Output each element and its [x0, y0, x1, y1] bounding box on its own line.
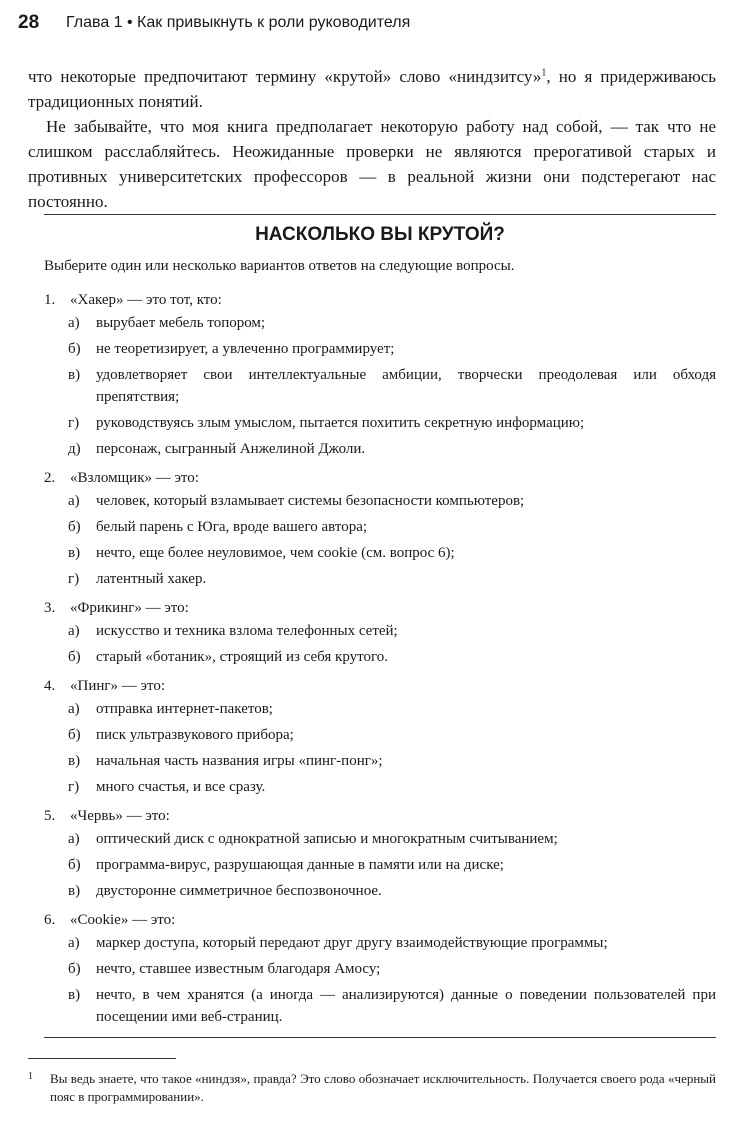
answer-option — [68, 724, 716, 746]
question-number: 1. — [44, 292, 56, 308]
question-6 — [44, 908, 716, 1028]
answer-option — [68, 880, 716, 902]
answer-text: маркер доступа, который передают друг другу взаимодействующие программы; — [96, 935, 608, 951]
question-1 — [44, 288, 716, 460]
question-number: 6. — [44, 912, 56, 928]
intro-paragraph-1 — [28, 64, 716, 114]
answer-letter: в) — [68, 545, 81, 561]
footnote-rule — [28, 1058, 176, 1059]
question-text: «Cookie» — это: — [70, 912, 176, 928]
question-line — [44, 596, 716, 620]
intro-text — [28, 64, 716, 214]
question-5 — [44, 804, 716, 902]
box-bottom-rule — [44, 1037, 716, 1038]
question-text: «Хакер» — это тот, кто: — [70, 292, 222, 308]
answer-text: писк ультразвукового прибора; — [96, 727, 294, 743]
question-2 — [44, 466, 716, 590]
answer-letter: б) — [68, 519, 81, 535]
quiz-list — [44, 288, 716, 1034]
question-line — [44, 288, 716, 312]
answer-letter: а) — [68, 701, 80, 717]
answer-option — [68, 984, 716, 1028]
question-line — [44, 674, 716, 698]
answer-text: нечто, ставшее известным благодаря Амосу; — [96, 961, 381, 977]
answer-letter: а) — [68, 831, 80, 847]
answer-text: латентный хакер. — [96, 571, 207, 587]
answer-option — [68, 620, 716, 642]
answer-letter: а) — [68, 315, 80, 331]
answer-option — [68, 412, 716, 434]
answer-letter: г) — [68, 415, 80, 431]
question-text: «Червь» — это: — [70, 808, 170, 824]
intro-p1-before: что некоторые предпочитают термину «крутой» слово «ниндзитсу» — [28, 67, 542, 86]
question-line — [44, 804, 716, 828]
question-text: «Фрикинг» — это: — [70, 600, 189, 616]
answer-option — [68, 364, 716, 408]
answer-text: человек, который взламывает системы безопасности компьютеров; — [96, 493, 525, 509]
footnote — [28, 1070, 716, 1106]
answer-letter: в) — [68, 753, 81, 769]
box-top-rule — [44, 214, 716, 215]
answer-letter: б) — [68, 341, 81, 357]
answer-letter: г) — [68, 779, 80, 795]
answer-option — [68, 828, 716, 850]
answer-option — [68, 958, 716, 980]
intro-paragraph-2: Не забывайте, что моя книга предполагает некоторую работу над собой, — так что не слишком расслабляйтесь. Неожиданные проверки не являются прерогативой старых и противных университетских профессоров — в реальной жизни они подстерегают нас постоянно. — [28, 117, 716, 211]
answer-option — [68, 490, 716, 512]
answer-option — [68, 516, 716, 538]
answer-option — [68, 438, 716, 460]
answer-text: не теоретизирует, а увлеченно программирует; — [96, 341, 395, 357]
question-number: 2. — [44, 470, 56, 486]
answer-text: отправка интернет-пакетов; — [96, 701, 273, 717]
answer-letter: б) — [68, 857, 81, 873]
answer-text: нечто, еще более неуловимое, чем cookie (см. вопрос 6); — [96, 545, 455, 561]
answer-option — [68, 750, 716, 772]
answer-letter: а) — [68, 493, 80, 509]
question-4 — [44, 674, 716, 798]
answer-letter: а) — [68, 935, 80, 951]
answer-text: персонаж, сыгранный Анжелиной Джоли. — [96, 441, 366, 457]
answer-text: старый «ботаник», строящий из себя крутого. — [96, 649, 389, 665]
answer-letter: д) — [68, 441, 81, 457]
footnote-text: Вы ведь знаете, что такое «ниндзя», правда? Это слово обозначает исключительность. Получается своего рода «черный пояс в программировании». — [50, 1071, 716, 1104]
question-text: «Взломщик» — это: — [70, 470, 199, 486]
answer-option — [68, 698, 716, 720]
quiz-instruction: Выберите один или несколько вариантов ответов на следующие вопросы. — [44, 258, 515, 274]
answer-letter: в) — [68, 367, 81, 383]
answer-text: много счастья, и все сразу. — [96, 779, 266, 795]
answer-letter: б) — [68, 727, 81, 743]
question-number: 4. — [44, 678, 56, 694]
answer-text: белый парень с Юга, вроде вашего автора; — [96, 519, 368, 535]
answer-text: начальная часть названия игры «пинг-понг»; — [96, 753, 383, 769]
answer-letter: б) — [68, 649, 81, 665]
page-number: 28 — [18, 12, 40, 33]
answer-letter: б) — [68, 961, 81, 977]
answer-letter: а) — [68, 623, 80, 639]
answer-option — [68, 568, 716, 590]
question-text: «Пинг» — это: — [70, 678, 166, 694]
answer-option — [68, 542, 716, 564]
answer-text: вырубает мебель топором; — [96, 315, 266, 331]
answer-text: программа-вирус, разрушающая данные в памяти или на диске; — [96, 857, 504, 873]
answer-option — [68, 854, 716, 876]
answer-option — [68, 932, 716, 954]
answer-option — [68, 646, 716, 668]
answer-text: оптический диск с однократной записью и многократным считыванием; — [96, 831, 558, 847]
answer-option — [68, 338, 716, 360]
intro-p1-after: , но я придерживаюсь традиционных понятий. — [28, 67, 717, 111]
page-header — [0, 6, 732, 36]
answer-letter: г) — [68, 571, 80, 587]
answer-option — [68, 312, 716, 334]
answer-text: руководствуясь злым умыслом, пытается похитить секретную информацию; — [96, 415, 585, 431]
answer-text: удовлетворяет свои интеллектуальные амбиции, творчески преодолевая или обходя препятствия; — [96, 367, 716, 405]
question-3 — [44, 596, 716, 668]
answer-letter: в) — [68, 883, 81, 899]
footnote-reference[interactable]: 1 — [541, 67, 547, 79]
answer-text: искусство и техника взлома телефонных сетей; — [96, 623, 398, 639]
question-number: 3. — [44, 600, 56, 616]
running-head: Глава 1 • Как привыкнуть к роли руководителя — [66, 14, 411, 31]
answer-option — [68, 776, 716, 798]
quiz-title: НАСКОЛЬКО ВЫ КРУТОЙ? — [255, 224, 505, 245]
question-line — [44, 908, 716, 932]
footnote-mark: 1 — [28, 1071, 33, 1082]
answer-text: двусторонне симметричное беспозвоночное. — [96, 883, 382, 899]
answer-text: нечто, в чем хранятся (а иногда — анализируются) данные о поведении пользователей при посещении ими веб-страниц. — [96, 987, 716, 1025]
question-line — [44, 466, 716, 490]
answer-letter: в) — [68, 987, 81, 1003]
question-number: 5. — [44, 808, 56, 824]
